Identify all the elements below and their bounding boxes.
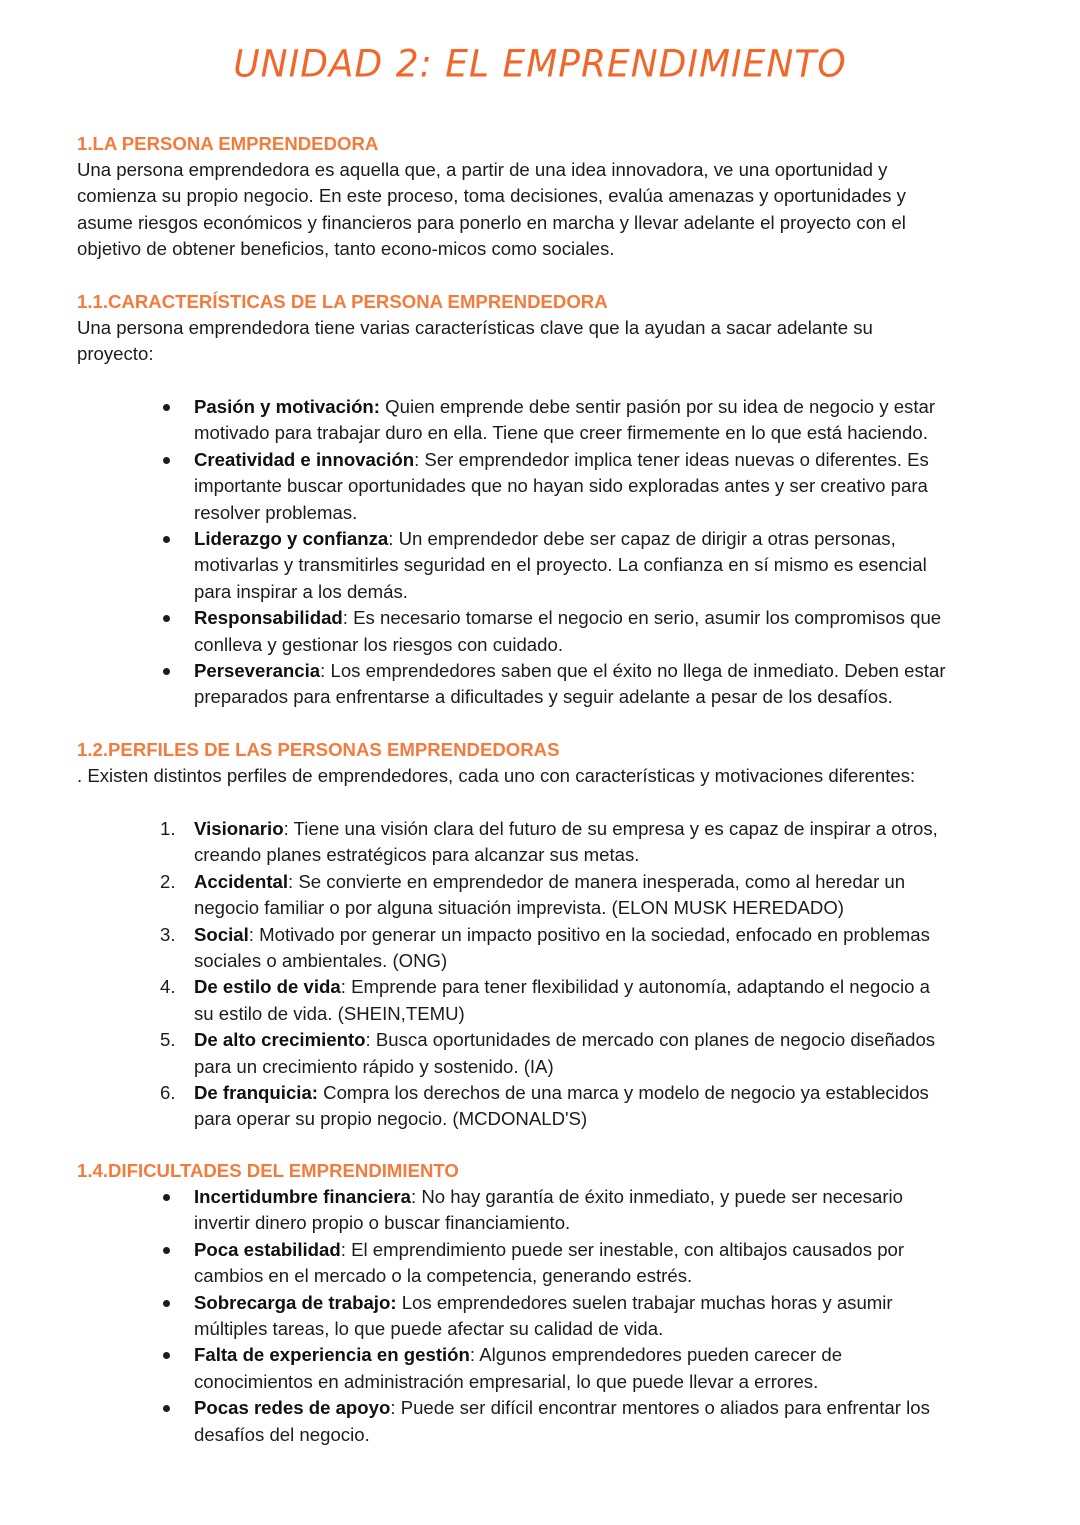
item-term: Poca estabilidad — [194, 1238, 341, 1260]
item-term: Creatividad e innovación — [194, 448, 415, 470]
item-text: motivado para trabajar duro en ella. Tiene que creer firmemente en lo que está haciendo. — [194, 422, 928, 444]
bullet-icon — [163, 668, 170, 675]
item-text: negocio familiar o por alguna situación imprevista. (ELON MUSK HEREDADO) — [194, 897, 844, 919]
item-text: conlleva y gestionar los riesgos con cuidado. — [194, 633, 563, 655]
item-text: invertir dinero propio o buscar financiamiento. — [194, 1212, 571, 1234]
item-text: múltiples tareas, lo que puede afectar su calidad de vida. — [194, 1318, 664, 1340]
item-text: creando planes estratégicos para alcanzar sus metas. — [194, 844, 640, 866]
section-heading-perfiles: 1.2.PERFILES DE LAS PERSONAS EMPRENDEDORAS — [77, 739, 560, 760]
profiles-list — [0, 816, 1080, 1133]
bullet-icon — [163, 457, 170, 464]
list-item — [0, 1080, 1080, 1133]
item-term: Pasión y motivación: — [194, 396, 380, 417]
list-item — [0, 816, 1080, 869]
list-item — [0, 974, 1080, 1027]
item-text: : Los emprendedores saben que el éxito no llega de inmediato. Deben estar — [320, 660, 946, 682]
item-text: resolver problemas. — [194, 501, 358, 523]
section-paragraph-caracteristicas — [77, 315, 1007, 368]
item-text: conocimientos en administración empresarial, lo que puede llevar a errores. — [194, 1370, 819, 1392]
item-text: : Algunos emprendedores pueden carecer de — [469, 1344, 843, 1366]
item-text: : Motivado por generar un impacto positivo en la sociedad, enfocado en problemas — [248, 923, 930, 945]
list-item — [0, 447, 1080, 526]
item-term: Social — [194, 923, 249, 945]
section-heading-persona-emprendedora: 1.LA PERSONA EMPRENDEDORA — [77, 133, 379, 154]
item-term: Pocas redes de apoyo — [194, 1397, 391, 1419]
list-item — [0, 1027, 1080, 1080]
item-term: Incertidumbre financiera — [194, 1186, 411, 1207]
list-number: 3. — [160, 923, 176, 945]
item-term: Visionario — [194, 818, 284, 839]
item-term: Perseverancia — [194, 660, 321, 682]
item-term: Falta de experiencia en gestión — [194, 1344, 470, 1366]
item-text: Quien emprende debe sentir pasión por su idea de negocio y estar — [379, 396, 936, 417]
item-text: : Puede ser difícil encontrar mentores o aliados para enfrentar los — [390, 1397, 930, 1419]
item-text: para operar su propio negocio. (MCDONALD'S) — [194, 1108, 588, 1130]
difficulties-list — [0, 1184, 1080, 1448]
list-item — [0, 658, 1080, 711]
list-item — [0, 922, 1080, 975]
list-number: 2. — [160, 870, 176, 892]
paragraph-line: Una persona emprendedora tiene varias características clave que la ayudan a sacar adelante su — [77, 317, 873, 338]
section-heading-caracteristicas: 1.1.CARACTERÍSTICAS DE LA PERSONA EMPRENDEDORA — [77, 291, 608, 312]
item-text: para inspirar a los demás. — [194, 580, 408, 602]
document-title: UNIDAD 2: EL EMPRENDIMIENTO — [233, 42, 847, 87]
section-paragraph-perfiles — [77, 763, 1007, 789]
item-text: : Tiene una visión clara del futuro de su empresa y es capaz de inspirar a otros, — [283, 818, 938, 839]
item-text: : Busca oportunidades de mercado con planes de negocio diseñados — [365, 1029, 936, 1051]
list-item — [0, 1237, 1080, 1290]
list-item — [0, 526, 1080, 605]
list-item — [0, 1184, 1080, 1237]
item-text: preparados para enfrentarse a dificultades y seguir adelante a pesar de los desafíos. — [194, 686, 893, 708]
item-text: desafíos del negocio. — [194, 1423, 370, 1445]
item-text: : El emprendimiento puede ser inestable, con altibajos causados por — [340, 1238, 905, 1260]
item-text: : No hay garantía de éxito inmediato, y puede ser necesario — [411, 1186, 903, 1207]
list-item — [0, 1290, 1080, 1343]
item-text: Los emprendedores suelen trabajar muchas horas y asumir — [396, 1291, 893, 1313]
bullet-icon — [163, 404, 170, 411]
section-heading-dificultades: 1.4.DIFICULTADES DEL EMPRENDIMIENTO — [77, 1160, 459, 1181]
item-text: sociales o ambientales. (ONG) — [194, 950, 448, 972]
list-item — [0, 869, 1080, 922]
bullet-icon — [163, 1194, 170, 1201]
paragraph-line: comienza su propio negocio. En este proceso, toma decisiones, evalúa amenazas y oportunidades y — [77, 185, 906, 207]
item-term: De estilo de vida — [194, 976, 341, 998]
list-item — [0, 394, 1080, 447]
bullet-icon — [163, 615, 170, 622]
item-term: De franquicia: — [194, 1082, 318, 1104]
item-text: cambios en el mercado o la competencia, generando estrés. — [194, 1265, 693, 1287]
item-text: : Se convierte en emprendedor de manera inesperada, como al heredar un — [288, 870, 906, 892]
bullet-icon — [163, 536, 170, 543]
item-text: motivarlas y transmitirles seguridad en el proyecto. La confianza en sí mismo es esencial — [194, 554, 927, 576]
item-text: : Un emprendedor debe ser capaz de dirigir a otras personas, — [388, 528, 896, 550]
item-term: Responsabilidad — [194, 607, 343, 629]
item-text: importante buscar oportunidades que no hayan sido exploradas antes y ser creativo para — [194, 475, 928, 497]
list-item — [0, 605, 1080, 658]
list-item — [0, 1342, 1080, 1395]
item-text: : Emprende para tener flexibilidad y autonomía, adaptando el negocio a — [340, 976, 930, 998]
paragraph-line: . Existen distintos perfiles de emprendedores, cada uno con características y motivaciones diferentes: — [77, 765, 916, 786]
item-text: Compra los derechos de una marca y modelo de negocio ya establecidos — [317, 1082, 929, 1104]
list-number: 6. — [160, 1082, 176, 1104]
characteristics-list — [0, 394, 1080, 711]
paragraph-line: asume riesgos económicos y financieros para ponerlo en marcha y llevar adelante el proyecto con el — [77, 211, 906, 233]
paragraph-line: proyecto: — [77, 343, 154, 365]
bullet-icon — [163, 1405, 170, 1412]
item-text: para un crecimiento rápido y sostenido. (IA) — [194, 1055, 554, 1077]
item-term: Sobrecarga de trabajo: — [194, 1291, 397, 1313]
list-number: 5. — [160, 1029, 176, 1051]
item-term: De alto crecimiento — [194, 1029, 366, 1051]
item-text: su estilo de vida. (SHEIN,TEMU) — [194, 1002, 465, 1024]
bullet-icon — [163, 1300, 170, 1307]
paragraph-line: Una persona emprendedora es aquella que, a partir de una idea innovadora, ve una oportunidad y — [77, 159, 888, 180]
bullet-icon — [163, 1352, 170, 1359]
item-term: Accidental — [194, 870, 289, 892]
bullet-icon — [163, 1247, 170, 1254]
paragraph-line: objetivo de obtener beneficios, tanto econo-micos como sociales. — [77, 238, 615, 260]
section-paragraph-persona-emprendedora — [77, 157, 1007, 263]
item-text: : Es necesario tomarse el negocio en serio, asumir los compromisos que — [342, 607, 942, 629]
list-number: 1. — [160, 818, 176, 839]
item-term: Liderazgo y confianza — [194, 528, 389, 550]
item-text: : Ser emprendedor implica tener ideas nuevas o diferentes. Es — [414, 448, 929, 470]
list-item — [0, 1395, 1080, 1448]
list-number: 4. — [160, 976, 176, 998]
